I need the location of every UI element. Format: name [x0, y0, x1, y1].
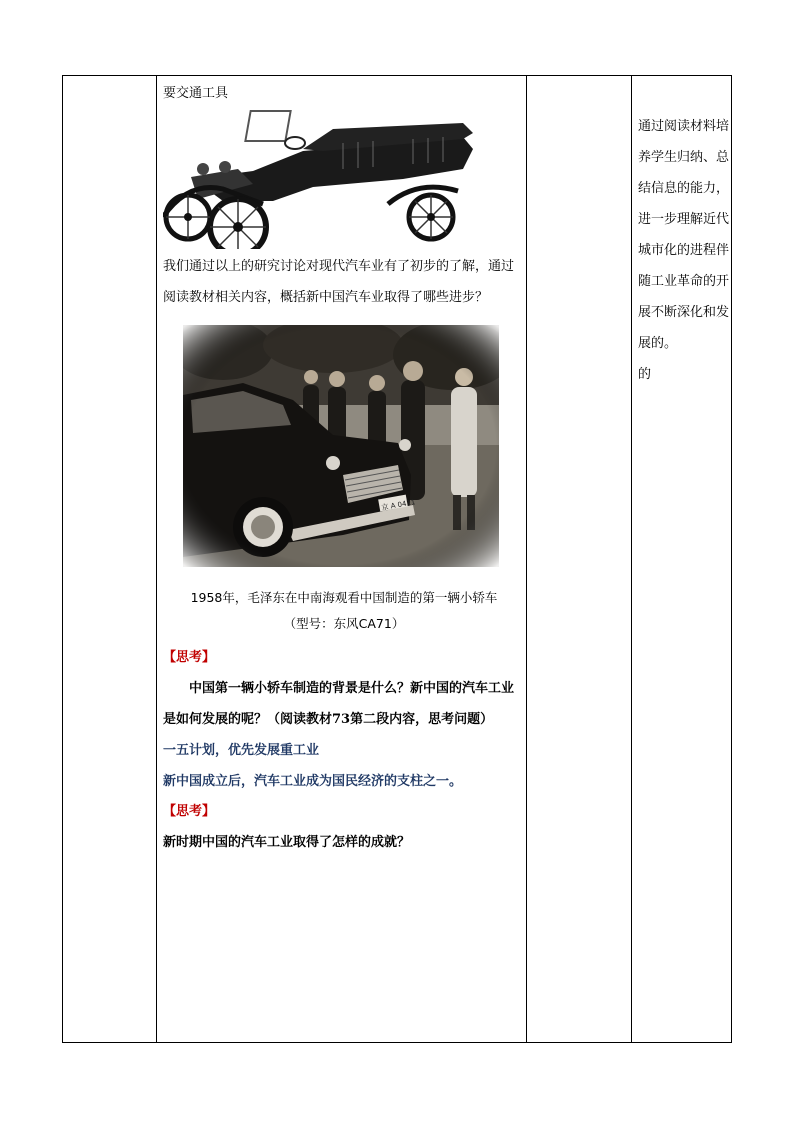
text-top: 要交通工具 [163, 86, 229, 101]
design-intent-cell [638, 111, 730, 390]
model-t-car-image [163, 109, 525, 249]
design-intent-text: 通过阅读材料培养学生归纳、总结信息的能力，进一步理解近代城市化的进程伴随工业革命的开展不断深化和发展的。 [638, 119, 730, 351]
lesson-table [62, 75, 732, 1043]
hongqi-photo [183, 325, 499, 567]
main-cell [163, 76, 525, 858]
paragraph-intro: 我们通过以上的研究讨论对现代汽车业有了初步的了解，通过阅读教材相关内容，概括新中国汽车业取得了哪些进步？ [163, 259, 515, 305]
column-divider-1 [156, 76, 157, 1042]
answer-line-2: 新中国成立后，汽车工业成为国民经济的支柱之一。 [163, 774, 463, 789]
design-intent-extra: 的 [638, 367, 652, 382]
answer-line-1: 一五计划，优先发展重工业 [163, 743, 320, 758]
think-question-2: 新时期中国的汽车工业取得了怎样的成就？ [163, 835, 411, 850]
think-label-1: 【思考】 [163, 650, 216, 665]
column-divider-3 [631, 76, 632, 1042]
photo-caption-2: （型号：东风CA71） [283, 616, 405, 631]
think-question-1: 中国第一辆小轿车制造的背景是什么？新中国的汽车工业是如何发展的呢？（阅读教材73第二段内容，思考问题） [163, 681, 515, 727]
think-label-2: 【思考】 [163, 804, 216, 819]
column-divider-2 [526, 76, 527, 1042]
photo-caption-1: 1958年，毛泽东在中南海观看中国制造的第一辆小轿车 [190, 590, 498, 605]
